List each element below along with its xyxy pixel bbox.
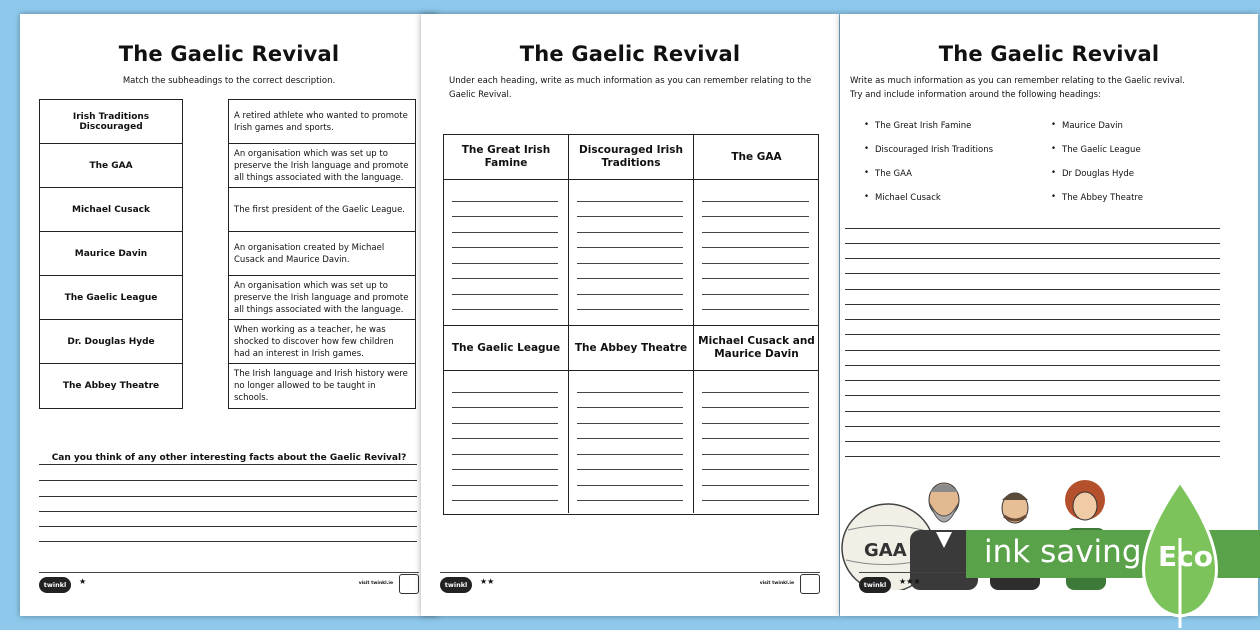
writing-line <box>452 407 558 408</box>
grid-cell <box>444 135 569 325</box>
heading-cell: Irish Traditions Discouraged <box>40 100 182 144</box>
writing-line <box>452 201 558 202</box>
list-item: • Dr Douglas Hyde <box>1051 169 1143 193</box>
sheet-title: The Gaelic Revival <box>519 42 741 66</box>
writing-line <box>702 454 809 455</box>
list-item: • Discouraged Irish Traditions <box>864 145 993 169</box>
writing-line <box>452 423 558 424</box>
writing-line <box>702 469 809 470</box>
writing-line <box>577 309 683 310</box>
writing-line <box>577 201 683 202</box>
writing-line <box>577 263 683 264</box>
heading-list-left <box>864 121 993 217</box>
sheet-footer <box>39 572 419 592</box>
grid-heading: The Great Irish Famine <box>444 135 568 180</box>
eco-banner <box>966 470 1260 630</box>
sheet-instruction: Under each heading, write as much information as you can remember relating to the Gaelic Revival. <box>449 76 812 100</box>
heading-cell: Michael Cusack <box>40 188 182 232</box>
writing-line <box>845 289 1220 290</box>
quality-badge-icon <box>800 574 820 594</box>
writing-line <box>702 485 809 486</box>
writing-line <box>845 426 1220 427</box>
writing-line <box>845 319 1220 320</box>
writing-line <box>577 247 683 248</box>
writing-line <box>452 309 558 310</box>
writing-line <box>577 438 683 439</box>
writing-line <box>845 395 1220 396</box>
writing-line <box>577 423 683 424</box>
list-item: • The Great Irish Famine <box>864 121 993 145</box>
description-cell: When working as a teacher, he was shocked to discover how few children had an interest in Irish games. <box>229 320 415 364</box>
list-item: • The Abbey Theatre <box>1051 193 1143 217</box>
descriptions-column <box>228 99 416 409</box>
heading-cell: The GAA <box>40 144 182 188</box>
writing-line <box>702 201 809 202</box>
writing-line <box>845 228 1220 229</box>
writing-line <box>577 469 683 470</box>
writing-line <box>702 294 809 295</box>
writing-line <box>39 541 417 542</box>
sheet-footer <box>440 572 820 592</box>
writing-line <box>577 407 683 408</box>
grid-heading: The Gaelic League <box>444 326 568 371</box>
writing-line <box>845 243 1220 244</box>
writing-line <box>702 407 809 408</box>
description-cell: An organisation which was set up to preserve the Irish language and promote all things associated with the language. <box>229 276 415 320</box>
writing-line <box>577 454 683 455</box>
writing-line <box>702 232 809 233</box>
description-cell: An organisation created by Michael Cusack and Maurice Davin. <box>229 232 415 276</box>
writing-line <box>702 247 809 248</box>
writing-line <box>39 511 417 512</box>
grid-cell <box>569 135 694 325</box>
writing-line <box>845 456 1220 457</box>
grid-cell <box>569 325 694 513</box>
eco-label: Eco <box>1158 540 1213 573</box>
heading-grid <box>443 134 819 515</box>
writing-line <box>452 216 558 217</box>
grid-heading: Michael Cusack and Maurice Davin <box>694 326 819 371</box>
worksheet-1 <box>20 14 438 616</box>
description-cell: The first president of the Gaelic League. <box>229 188 415 232</box>
heading-cell: Maurice Davin <box>40 232 182 276</box>
description-cell: An organisation which was set up to preserve the Irish language and promote all things associated with the language. <box>229 144 415 188</box>
difficulty-stars: ★★ <box>480 577 495 586</box>
writing-line <box>845 441 1220 442</box>
sheet-instruction: Try and include information around the following headings: <box>850 90 1101 100</box>
writing-line <box>452 232 558 233</box>
description-cell: The Irish language and Irish history were no longer allowed to be taught in schools. <box>234 369 408 403</box>
writing-line <box>452 278 558 279</box>
writing-line <box>702 278 809 279</box>
writing-line <box>845 411 1220 412</box>
writing-line <box>845 334 1220 335</box>
extra-facts-question: Can you think of any other interesting facts about the Gaelic Revival? <box>51 453 407 463</box>
sheet-title: The Gaelic Revival <box>938 42 1160 66</box>
heading-cell: The Abbey Theatre <box>62 381 160 391</box>
writing-line <box>845 273 1220 274</box>
writing-line <box>452 294 558 295</box>
heading-cell: The Gaelic League <box>40 276 182 320</box>
writing-line <box>577 232 683 233</box>
description-cell: A retired athlete who wanted to promote Irish games and sports. <box>229 100 415 144</box>
writing-line <box>577 500 683 501</box>
writing-line <box>452 247 558 248</box>
writing-line <box>702 309 809 310</box>
difficulty-stars: ★ <box>79 577 87 586</box>
sheet-instruction: Write as much information as you can remember relating to the Gaelic revival. <box>850 76 1185 86</box>
writing-line <box>702 263 809 264</box>
writing-line <box>452 263 558 264</box>
writing-line <box>702 216 809 217</box>
quality-badge-icon <box>399 574 419 594</box>
writing-line <box>39 480 417 481</box>
writing-line <box>452 438 558 439</box>
list-item: • The GAA <box>864 169 993 193</box>
writing-line <box>577 485 683 486</box>
writing-line <box>702 423 809 424</box>
writing-line <box>452 485 558 486</box>
grid-cell <box>444 325 569 513</box>
writing-line <box>845 365 1220 366</box>
twinkl-logo: twinkl <box>39 577 71 593</box>
writing-line <box>452 392 558 393</box>
writing-line <box>452 454 558 455</box>
writing-line <box>845 258 1220 259</box>
grid-cell <box>694 325 819 513</box>
worksheet-2 <box>421 14 839 616</box>
writing-line <box>845 304 1220 305</box>
writing-line <box>577 278 683 279</box>
writing-line <box>577 294 683 295</box>
writing-line <box>39 464 417 465</box>
writing-line <box>452 469 558 470</box>
grid-heading: The Abbey Theatre <box>569 326 693 371</box>
writing-line <box>702 500 809 501</box>
writing-line <box>577 392 683 393</box>
writing-line <box>577 216 683 217</box>
twinkl-logo: twinkl <box>859 577 891 593</box>
writing-line <box>702 392 809 393</box>
twinkl-logo: twinkl <box>440 577 472 593</box>
grid-heading: The GAA <box>694 135 819 180</box>
writing-line <box>845 350 1220 351</box>
list-item: • The Gaelic League <box>1051 145 1143 169</box>
grid-cell <box>694 135 819 325</box>
writing-line <box>39 496 417 497</box>
difficulty-stars: ★★★ <box>899 577 921 586</box>
list-item: • Michael Cusack <box>864 193 993 217</box>
heading-list-right <box>1051 121 1143 217</box>
ball-text: GAA <box>864 540 907 561</box>
heading-cell: Dr. Douglas Hyde <box>40 320 182 364</box>
sheet-instruction: Match the subheadings to the correct description. <box>122 76 336 86</box>
ink-saving-text: ink saving <box>984 534 1142 570</box>
headings-column <box>39 99 183 409</box>
grid-heading: Discouraged Irish Traditions <box>569 135 693 180</box>
writing-line <box>845 380 1220 381</box>
writing-line <box>39 526 417 527</box>
footer-site: visit twinkl.ie <box>759 581 794 586</box>
writing-line <box>452 500 558 501</box>
sheet-title: The Gaelic Revival <box>118 42 340 66</box>
footer-site: visit twinkl.ie <box>358 581 393 586</box>
list-item: • Maurice Davin <box>1051 121 1143 145</box>
writing-line <box>702 438 809 439</box>
